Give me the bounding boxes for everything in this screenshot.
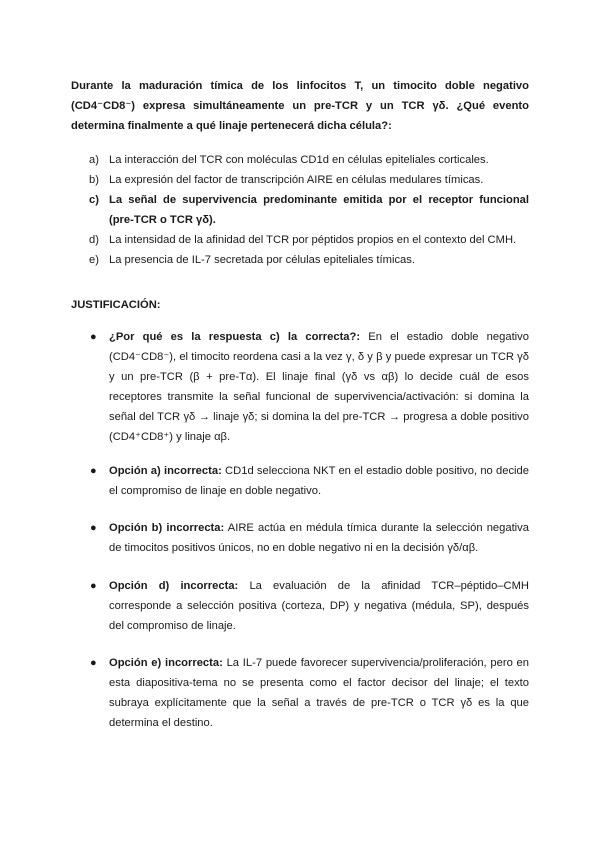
option-c-correct: [89, 190, 529, 230]
option-text: La interacción del TCR con moléculas CD1d en células epiteliales corticales.: [109, 154, 489, 166]
bullet-icon: ●: [90, 331, 97, 343]
bullet-label: Opción b) incorrecta:: [109, 522, 225, 534]
question-text: Durante la maduración tímica de los linfocitos T, un timocito doble negativo (CD4⁻CD8⁻) expresa simultáneamente un pre-TCR y un TCR γδ. ¿Qué evento determina finalmente a qué linaje pertenecerá dicha célula?:: [71, 80, 529, 132]
bullet-body: AIRE actúa en médula tímica durante la selección negativa de timocitos positivos únicos, no en doble negativo ni en la decisión γδ/αβ.: [109, 522, 529, 554]
justification-bullet: [90, 327, 529, 447]
justification-bullet: [90, 518, 529, 558]
option-letter: c): [89, 194, 99, 206]
bullet-text: [109, 576, 529, 636]
bullet-text: [109, 518, 529, 558]
bullet-icon: ●: [90, 522, 97, 534]
bullet-text: [109, 653, 529, 733]
option-letter: d): [89, 234, 99, 246]
option-letter: a): [89, 154, 99, 166]
bullet-icon: ●: [90, 580, 97, 592]
option-text: La presencia de IL-7 secretada por células epiteliales tímicas.: [109, 254, 415, 266]
option-text: La señal de supervivencia predominante emitida por el receptor funcional (pre-TCR o TCR γδ).: [109, 194, 529, 226]
justification-bullet: [90, 576, 529, 636]
option-d: [89, 230, 529, 250]
justification-title: JUSTIFICACIÓN:: [71, 299, 161, 311]
justification-bullet: [90, 461, 529, 501]
option-letter: e): [89, 254, 99, 266]
bullet-label: ¿Por qué es la respuesta c) la correcta?:: [109, 331, 361, 343]
option-e: [89, 250, 529, 270]
option-text: La intensidad de la afinidad del TCR por péptidos propios en el contexto del CMH.: [109, 234, 517, 246]
justification-bullet: [90, 653, 529, 733]
option-a: [89, 150, 529, 170]
answer-options: [71, 150, 529, 270]
bullet-body: CD1d selecciona NKT en el estadio doble positivo, no decide el compromiso de linaje en doble negativo.: [109, 465, 529, 497]
bullet-body: La IL-7 puede favorecer supervivencia/proliferación, pero en esta diapositiva-tema no se presenta como el factor decisor del linaje; el texto subraya explícitamente que la señal a través de pre-TCR o TCR γδ es la que determina el destino.: [109, 657, 529, 729]
bullet-text: [109, 461, 529, 501]
bullet-icon: ●: [90, 465, 97, 477]
bullet-text: [109, 327, 529, 447]
option-b: [89, 170, 529, 190]
bullet-label: Opción e) incorrecta:: [109, 657, 223, 669]
bullet-icon: ●: [90, 657, 97, 669]
option-text: La expresión del factor de transcripción AIRE en células medulares tímicas.: [109, 174, 484, 186]
bullet-label: Opción a) incorrecta:: [109, 465, 222, 477]
bullet-body: En el estadio doble negativo (CD4⁻CD8⁻), el timocito reordena casi a la vez γ, δ y β y puede expresar un TCR γδ y un pre-TCR (β + pre-Tα). El linaje final (γδ vs αβ) lo decide cuál de esos receptores transmite la señal funcional de supervivencia/activación: si domina la señal del TCR γδ → linaje γδ; si domina la del pre-TCR → progresa a doble positivo (CD4⁺CD8⁺) y linaje αβ.: [109, 331, 529, 443]
bullet-body: La evaluación de la afinidad TCR–péptido–CMH corresponde a selección positiva (corteza, DP) y negativa (médula, SP), después del compromiso de linaje.: [109, 580, 529, 632]
option-letter: b): [89, 174, 99, 186]
bullet-label: Opción d) incorrecta:: [109, 580, 239, 592]
